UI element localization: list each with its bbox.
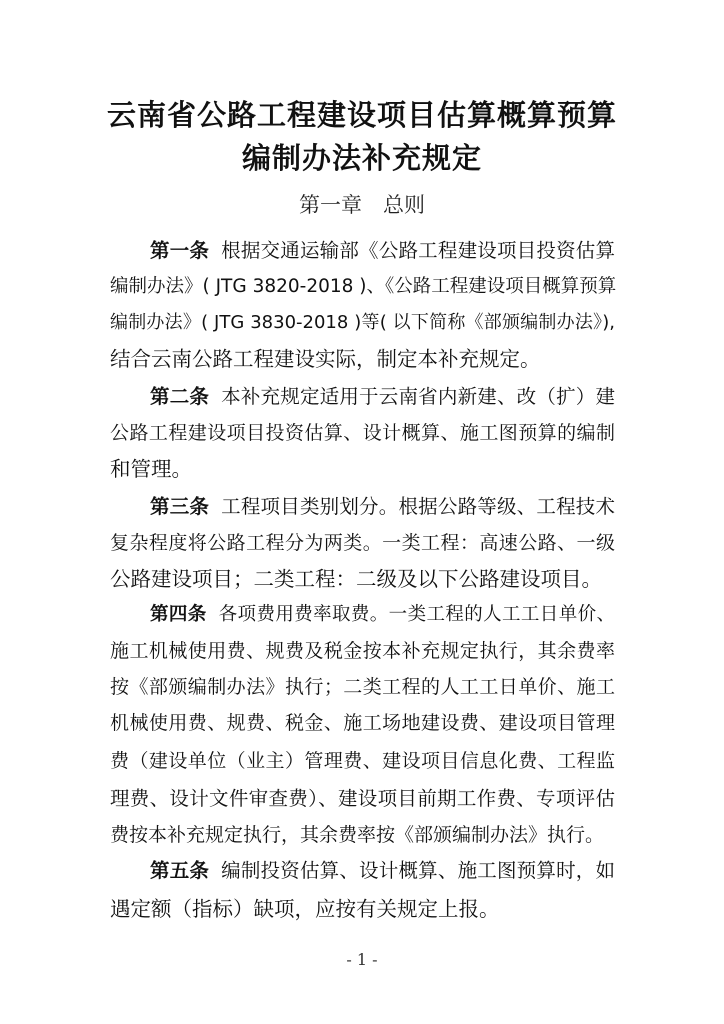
article-5-text-1: 编制投资估算、设计概算、施工图预算时，如 [221,859,615,882]
article-3-line-3: 公路建设项目；二类工程：二级及以下公路建设项目。 [110,567,602,591]
article-2-line-2: 公路工程建设项目投资估算、设计概算、施工图预算的编制 [110,422,615,444]
article-2-line-1 [150,382,615,412]
article-3-text-1: 工程项目类别划分。根据公路等级、工程技术 [221,495,615,518]
article-2-label: 第二条 [150,385,210,408]
article-2-text-1: 本补充规定适用于云南省内新建、改（扩）建 [221,385,615,408]
article-1-line-4: 结合云南公路工程建设实际，制定本补充规定。 [110,347,541,371]
article-1-label: 第一条 [150,239,210,262]
article-4-text-1: 各项费用费率取费。一类工程的人工工日单价、 [218,604,615,625]
article-5-line-2: 遇定额（指标）缺项，应按有关规定上报。 [110,897,500,921]
article-1-line-2: 编制办法》( JTG 3820-2018 )、《公路工程建设项目概算预算 [110,276,617,297]
document-title-line-1: 云南省公路工程建设项目估算概算预算 [106,98,617,132]
article-4-line-2: 施工机械使用费、规费及税金按本补充规定执行，其余费率 [110,640,615,662]
chapter-heading: 第一章 总则 [299,193,425,217]
article-2-line-3: 和管理。 [110,457,192,481]
article-4-label: 第四条 [150,604,207,625]
article-3-label: 第三条 [150,495,210,518]
article-4-line-7: 费按本补充规定执行，其余费率按《部颁编制办法》执行。 [110,824,605,846]
article-5-line-1 [150,856,615,886]
article-4-line-3: 按《部颁编制办法》执行；二类工程的人工工日单价、施工 [110,676,615,698]
article-4-line-1 [150,600,615,630]
article-4-line-6: 理费、设计文件审查费）、建设项目前期工作费、专项评估 [110,787,615,810]
article-3-line-2: 复杂程度将公路工程分为两类。一类工程：高速公路、一级 [110,532,615,554]
article-5-label: 第五条 [150,859,210,882]
article-1-text-1: 根据交通运输部《公路工程建设项目投资估算 [221,239,615,262]
article-1-line-3: 编制办法》( JTG 3830-2018 )等( 以下简称《部颁编制办法》), [110,312,615,333]
article-3-line-1 [150,492,615,522]
page-number: - 1 - [346,950,378,969]
document-title-line-2: 编制办法补充规定 [241,141,482,175]
article-4-line-4: 机械使用费、规费、税金、施工场地建设费、建设项目管理 [110,712,615,734]
article-1-line-1 [150,236,615,266]
article-4-line-5: 费（建设单位（业主）管理费、建设项目信息化费、工程监 [110,750,615,772]
